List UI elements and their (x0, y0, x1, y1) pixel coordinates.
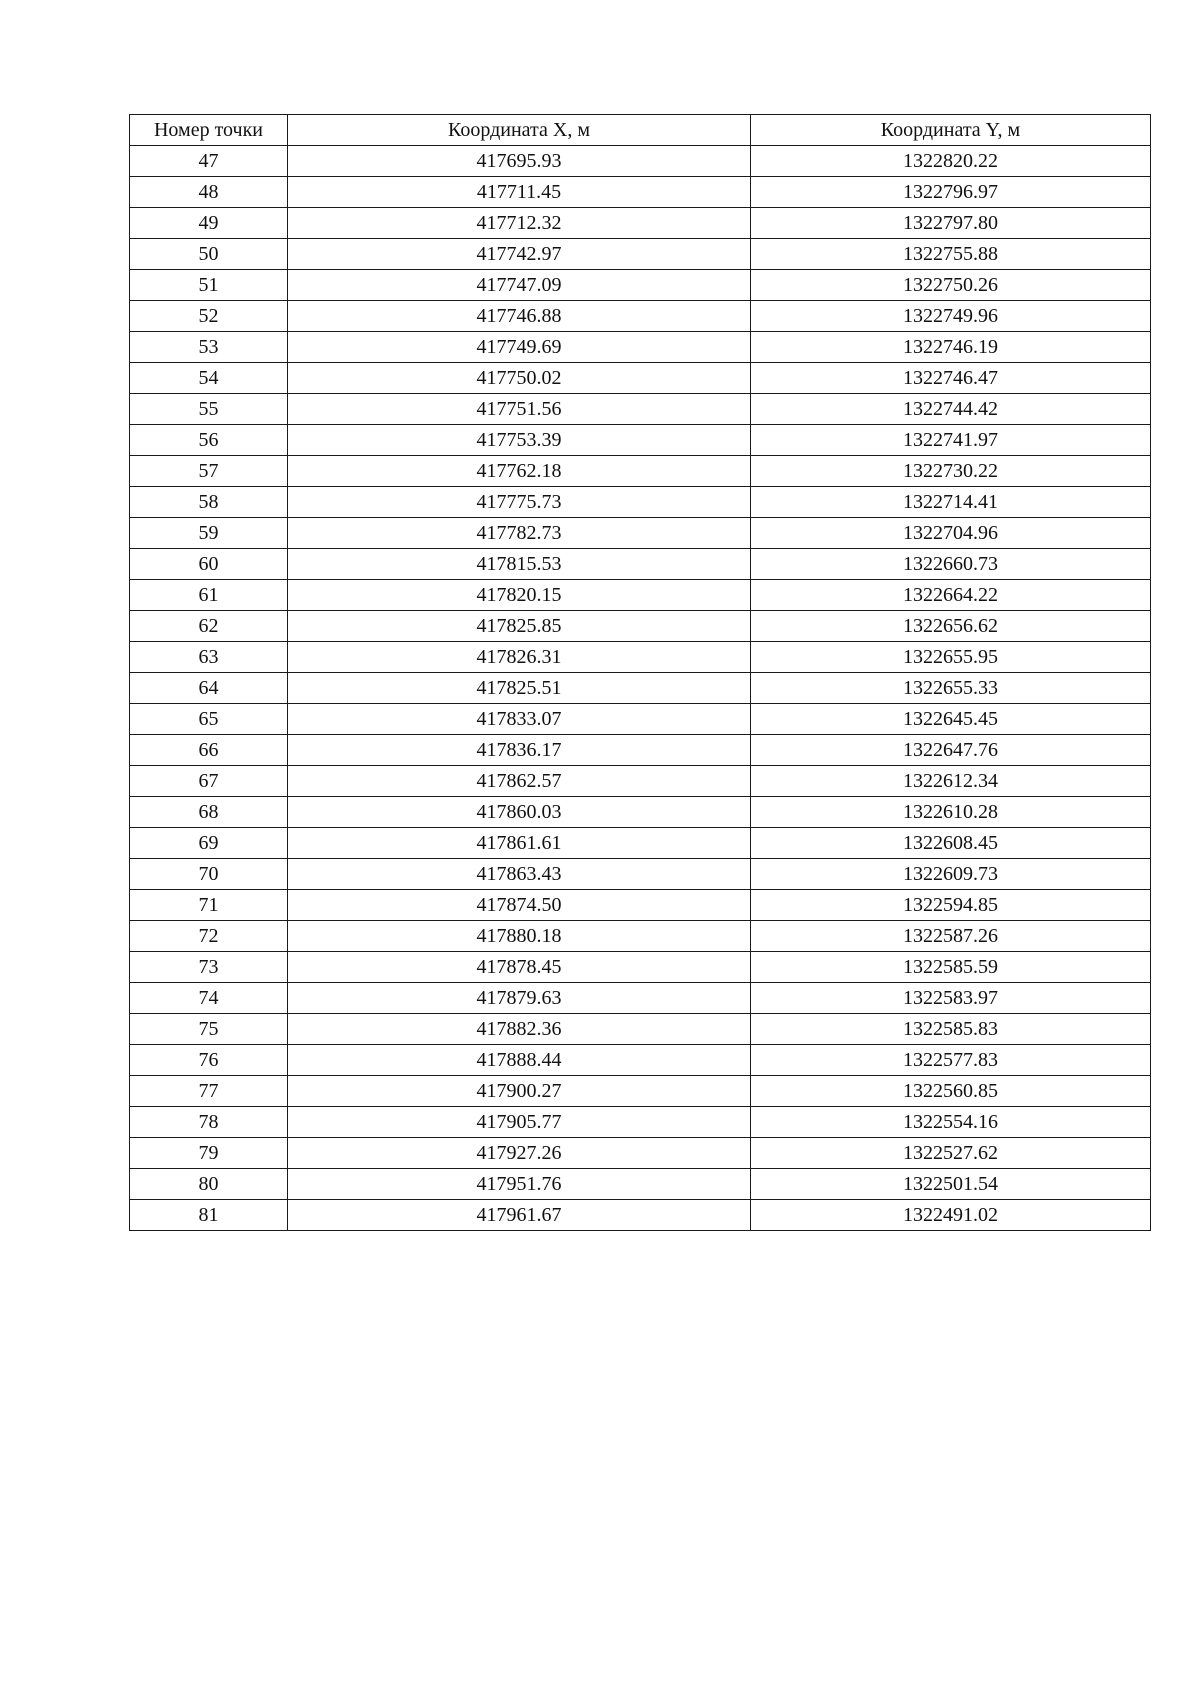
cell-point-number: 68 (130, 797, 288, 828)
cell-point-number: 66 (130, 735, 288, 766)
cell-coordinate-x: 417874.50 (288, 890, 751, 921)
header-coordinate-x: Координата X, м (288, 115, 751, 146)
table-row (130, 208, 1151, 239)
cell-coordinate-x: 417820.15 (288, 580, 751, 611)
cell-coordinate-x: 417826.31 (288, 642, 751, 673)
cell-coordinate-x: 417750.02 (288, 363, 751, 394)
header-point-number: Номер точки (130, 115, 288, 146)
cell-point-number: 58 (130, 487, 288, 518)
cell-coordinate-y: 1322820.22 (751, 146, 1151, 177)
cell-coordinate-x: 417880.18 (288, 921, 751, 952)
cell-point-number: 48 (130, 177, 288, 208)
cell-point-number: 72 (130, 921, 288, 952)
table-row (130, 580, 1151, 611)
table-row (130, 704, 1151, 735)
table-row (130, 394, 1151, 425)
cell-coordinate-y: 1322704.96 (751, 518, 1151, 549)
cell-coordinate-x: 417746.88 (288, 301, 751, 332)
cell-point-number: 49 (130, 208, 288, 239)
cell-coordinate-y: 1322585.83 (751, 1014, 1151, 1045)
table-row (130, 332, 1151, 363)
cell-coordinate-y: 1322577.83 (751, 1045, 1151, 1076)
cell-point-number: 78 (130, 1107, 288, 1138)
cell-coordinate-y: 1322741.97 (751, 425, 1151, 456)
table-row (130, 549, 1151, 580)
cell-point-number: 73 (130, 952, 288, 983)
table-row (130, 1169, 1151, 1200)
cell-point-number: 64 (130, 673, 288, 704)
cell-coordinate-y: 1322491.02 (751, 1200, 1151, 1231)
cell-point-number: 74 (130, 983, 288, 1014)
cell-coordinate-y: 1322501.54 (751, 1169, 1151, 1200)
cell-coordinate-y: 1322587.26 (751, 921, 1151, 952)
table-row (130, 1076, 1151, 1107)
cell-coordinate-x: 417742.97 (288, 239, 751, 270)
cell-coordinate-x: 417836.17 (288, 735, 751, 766)
cell-point-number: 59 (130, 518, 288, 549)
table-row (130, 797, 1151, 828)
cell-point-number: 70 (130, 859, 288, 890)
cell-coordinate-x: 417861.61 (288, 828, 751, 859)
cell-coordinate-x: 417900.27 (288, 1076, 751, 1107)
cell-coordinate-x: 417879.63 (288, 983, 751, 1014)
cell-point-number: 65 (130, 704, 288, 735)
cell-coordinate-x: 417712.32 (288, 208, 751, 239)
table-row (130, 983, 1151, 1014)
table-row (130, 890, 1151, 921)
cell-coordinate-x: 417862.57 (288, 766, 751, 797)
cell-coordinate-x: 417815.53 (288, 549, 751, 580)
table-row (130, 1200, 1151, 1231)
cell-coordinate-x: 417951.76 (288, 1169, 751, 1200)
cell-coordinate-y: 1322755.88 (751, 239, 1151, 270)
header-coordinate-y: Координата Y, м (751, 115, 1151, 146)
cell-coordinate-y: 1322612.34 (751, 766, 1151, 797)
cell-point-number: 69 (130, 828, 288, 859)
cell-coordinate-x: 417860.03 (288, 797, 751, 828)
cell-coordinate-y: 1322750.26 (751, 270, 1151, 301)
table-row (130, 952, 1151, 983)
cell-point-number: 60 (130, 549, 288, 580)
cell-coordinate-x: 417775.73 (288, 487, 751, 518)
table-row (130, 859, 1151, 890)
table-row (130, 301, 1151, 332)
cell-coordinate-x: 417711.45 (288, 177, 751, 208)
cell-coordinate-x: 417888.44 (288, 1045, 751, 1076)
cell-coordinate-y: 1322730.22 (751, 456, 1151, 487)
cell-point-number: 77 (130, 1076, 288, 1107)
cell-coordinate-x: 417753.39 (288, 425, 751, 456)
cell-point-number: 67 (130, 766, 288, 797)
cell-coordinate-x: 417833.07 (288, 704, 751, 735)
cell-coordinate-x: 417747.09 (288, 270, 751, 301)
cell-coordinate-y: 1322608.45 (751, 828, 1151, 859)
table-row (130, 642, 1151, 673)
cell-point-number: 76 (130, 1045, 288, 1076)
table-body (130, 146, 1151, 1231)
cell-coordinate-x: 417927.26 (288, 1138, 751, 1169)
cell-coordinate-y: 1322560.85 (751, 1076, 1151, 1107)
table-row (130, 611, 1151, 642)
cell-coordinate-y: 1322655.95 (751, 642, 1151, 673)
table-row (130, 239, 1151, 270)
cell-coordinate-x: 417825.51 (288, 673, 751, 704)
cell-coordinate-x: 417878.45 (288, 952, 751, 983)
cell-coordinate-y: 1322714.41 (751, 487, 1151, 518)
cell-point-number: 71 (130, 890, 288, 921)
header-row (130, 115, 1151, 146)
table-row (130, 828, 1151, 859)
cell-point-number: 61 (130, 580, 288, 611)
cell-point-number: 55 (130, 394, 288, 425)
cell-point-number: 81 (130, 1200, 288, 1231)
table-row (130, 487, 1151, 518)
table-row (130, 425, 1151, 456)
cell-coordinate-y: 1322610.28 (751, 797, 1151, 828)
cell-point-number: 79 (130, 1138, 288, 1169)
cell-coordinate-y: 1322746.19 (751, 332, 1151, 363)
table-row (130, 1107, 1151, 1138)
cell-coordinate-x: 417749.69 (288, 332, 751, 363)
table-row (130, 363, 1151, 394)
cell-coordinate-x: 417905.77 (288, 1107, 751, 1138)
cell-point-number: 47 (130, 146, 288, 177)
table-row (130, 766, 1151, 797)
cell-coordinate-x: 417695.93 (288, 146, 751, 177)
cell-coordinate-y: 1322797.80 (751, 208, 1151, 239)
cell-coordinate-y: 1322796.97 (751, 177, 1151, 208)
cell-point-number: 53 (130, 332, 288, 363)
cell-coordinate-x: 417751.56 (288, 394, 751, 425)
cell-coordinate-y: 1322609.73 (751, 859, 1151, 890)
cell-coordinate-y: 1322746.47 (751, 363, 1151, 394)
cell-coordinate-x: 417863.43 (288, 859, 751, 890)
table-header (130, 115, 1151, 146)
cell-coordinate-x: 417882.36 (288, 1014, 751, 1045)
table-row (130, 146, 1151, 177)
cell-coordinate-x: 417961.67 (288, 1200, 751, 1231)
cell-coordinate-y: 1322585.59 (751, 952, 1151, 983)
cell-coordinate-y: 1322660.73 (751, 549, 1151, 580)
table-row (130, 735, 1151, 766)
table-row (130, 518, 1151, 549)
cell-point-number: 56 (130, 425, 288, 456)
cell-coordinate-y: 1322655.33 (751, 673, 1151, 704)
cell-coordinate-y: 1322656.62 (751, 611, 1151, 642)
cell-coordinate-x: 417825.85 (288, 611, 751, 642)
cell-coordinate-y: 1322583.97 (751, 983, 1151, 1014)
cell-point-number: 54 (130, 363, 288, 394)
table-row (130, 270, 1151, 301)
cell-point-number: 57 (130, 456, 288, 487)
cell-point-number: 51 (130, 270, 288, 301)
cell-coordinate-x: 417762.18 (288, 456, 751, 487)
table-row (130, 1138, 1151, 1169)
table-row (130, 456, 1151, 487)
cell-coordinate-y: 1322664.22 (751, 580, 1151, 611)
cell-coordinate-y: 1322554.16 (751, 1107, 1151, 1138)
cell-point-number: 80 (130, 1169, 288, 1200)
table-row (130, 1014, 1151, 1045)
cell-coordinate-y: 1322645.45 (751, 704, 1151, 735)
table-row (130, 921, 1151, 952)
cell-point-number: 62 (130, 611, 288, 642)
table-row (130, 673, 1151, 704)
cell-coordinate-y: 1322749.96 (751, 301, 1151, 332)
cell-coordinate-y: 1322744.42 (751, 394, 1151, 425)
cell-coordinate-y: 1322647.76 (751, 735, 1151, 766)
table-row (130, 177, 1151, 208)
coordinates-table (129, 114, 1151, 1231)
cell-coordinate-x: 417782.73 (288, 518, 751, 549)
table-row (130, 1045, 1151, 1076)
cell-point-number: 75 (130, 1014, 288, 1045)
cell-point-number: 52 (130, 301, 288, 332)
cell-coordinate-y: 1322594.85 (751, 890, 1151, 921)
cell-coordinate-y: 1322527.62 (751, 1138, 1151, 1169)
cell-point-number: 63 (130, 642, 288, 673)
cell-point-number: 50 (130, 239, 288, 270)
